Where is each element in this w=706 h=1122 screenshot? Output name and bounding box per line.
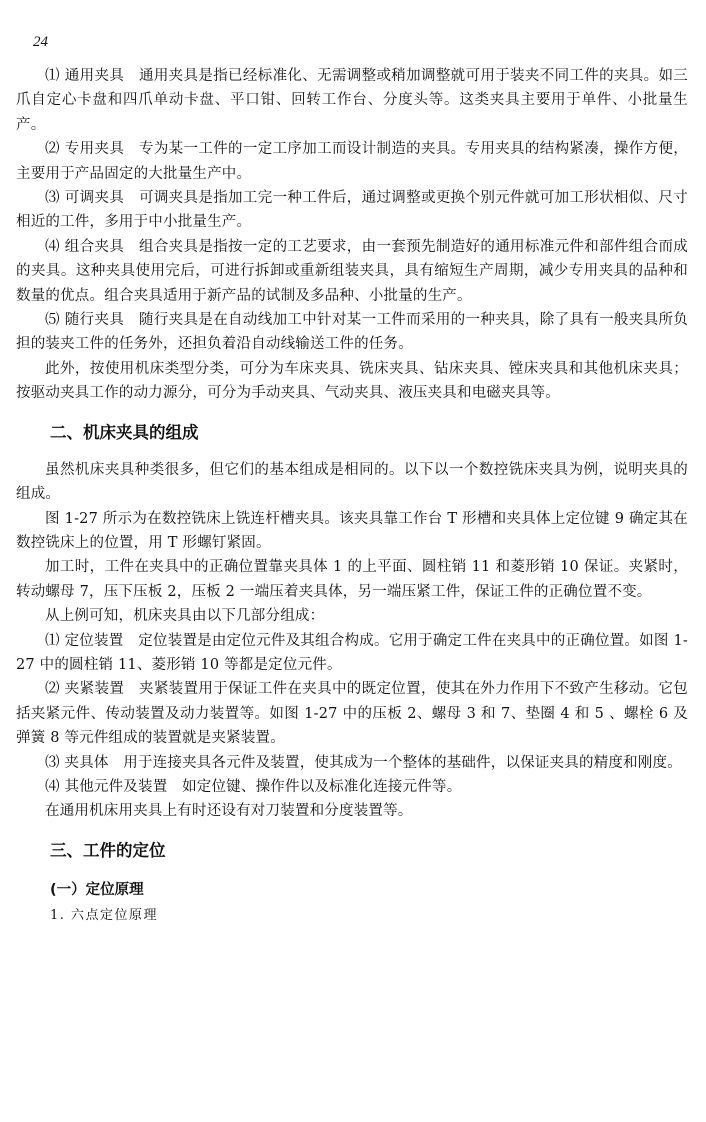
paragraph-other-classification: 此外，按使用机床类型分类，可分为车床夹具、铣床夹具、钻床夹具、镗床夹具和其他机床夹具；按驱动夹具工作的动力源分，可分为手动夹具、气动夹具、液压夹具和电磁夹具等。 — [16, 360, 688, 402]
paragraph-clamping-device: ⑵ 夹紧装置 夹紧装置用于保证工件在夹具中的既定位置，使其在外力作用下不致产生移动。它包括夹紧元件、传动装置及动力装置等。如图 1-27 中的压板 2、螺母 3 和 7、垫圈 4 和 5 、螺栓 6 及弹簧 8 等元件组成的装置就是夹紧装置。 — [16, 681, 688, 747]
paragraph-summary: 从上例可知，机床夹具由以下几部分组成： — [45, 608, 325, 625]
paragraph-locating-device: ⑴ 定位装置 定位装置是由定位元件及其组合构成。它用于确定工件在夹具中的正确位置。如图 1-27 中的圆柱销 11、菱形销 10 等都是定位元件。 — [16, 632, 688, 673]
paragraph-figure-ref: 图 1-27 所示为在数控铣床上铣连杆槽夹具。该夹具靠工作台 T 形槽和夹具体上定位键 9 确定其在数控铣床上的位置，用 T 形螺钉紧固。 — [16, 510, 688, 551]
page-body — [16, 64, 688, 928]
paragraph-machining: 加工时，工件在夹具中的正确位置靠夹具体 1 的上平面、圆柱销 11 和菱形销 10 保证。夹紧时，转动螺母 7，压下压板 2，压板 2 一端压着夹具体，另一端压紧工件，保证工件的正确位置不变。 — [16, 559, 688, 600]
paragraph-modular-fixture: ⑷ 组合夹具 组合夹具是指按一定的工艺要求，由一套预先制造好的通用标准元件和部件组合而成的夹具。这种夹具使用完后，可进行拆卸或重新组装夹具，具有缩短生产周期，减少专用夹具的品种和数量的优点。组合夹具适用于新产品的试制及多品种、小批量的生产。 — [16, 238, 688, 304]
section-heading-fixture-composition: 二、机床夹具的组成 — [50, 422, 199, 442]
paragraph-special-fixture: ⑵ 专用夹具 专为某一工件的一定工序加工而设计制造的夹具。专用夹具的结构紧凑，操作方便，主要用于产品固定的大批量生产中。 — [16, 141, 688, 182]
paragraph-other-elements: ⑷ 其他元件及装置 如定位键、操作件以及标准化连接元件等。 — [45, 778, 462, 795]
paragraph-tool-setting: 在通用机床用夹具上有时还设有对刀装置和分度装置等。 — [45, 803, 413, 820]
section-heading-workpiece-positioning: 三、工件的定位 — [50, 840, 166, 860]
subsubheading-six-point: 1. 六点定位原理 — [50, 907, 159, 923]
paragraph-transfer-fixture: ⑸ 随行夹具 随行夹具是在自动线加工中针对某一工件而采用的一种夹具，除了具有一般夹具所负担的装夹工件的任务外，还担负着沿自动线输送工件的任务。 — [16, 312, 688, 353]
paragraph-fixture-body: ⑶ 夹具体 用于连接夹具各元件及装置，使其成为一个整体的基础件，以保证夹具的精度和刚度。 — [45, 754, 682, 771]
paragraph-adjustable-fixture: ⑶ 可调夹具 可调夹具是指加工完一种工件后，通过调整或更换个别元件就可加工形状相似、尺寸相近的工件，多用于中小批量生产。 — [16, 190, 688, 231]
paragraph-general-fixture: ⑴ 通用夹具 通用夹具是指已经标准化、无需调整或稍加调整就可用于装夹不同工件的夹具。如三爪自定心卡盘和四爪单动卡盘、平口钳、回转工作台、分度头等。这类夹具主要用于单件、小批量生产。 — [16, 68, 688, 133]
subheading-positioning-principle: (一）定位原理 — [50, 881, 144, 898]
paragraph-intro: 虽然机床夹具种类很多，但它们的基本组成是相同的。以下以一个数控铣床夹具为例，说明夹具的组成。 — [16, 461, 688, 503]
page-number: 24 — [33, 34, 48, 50]
